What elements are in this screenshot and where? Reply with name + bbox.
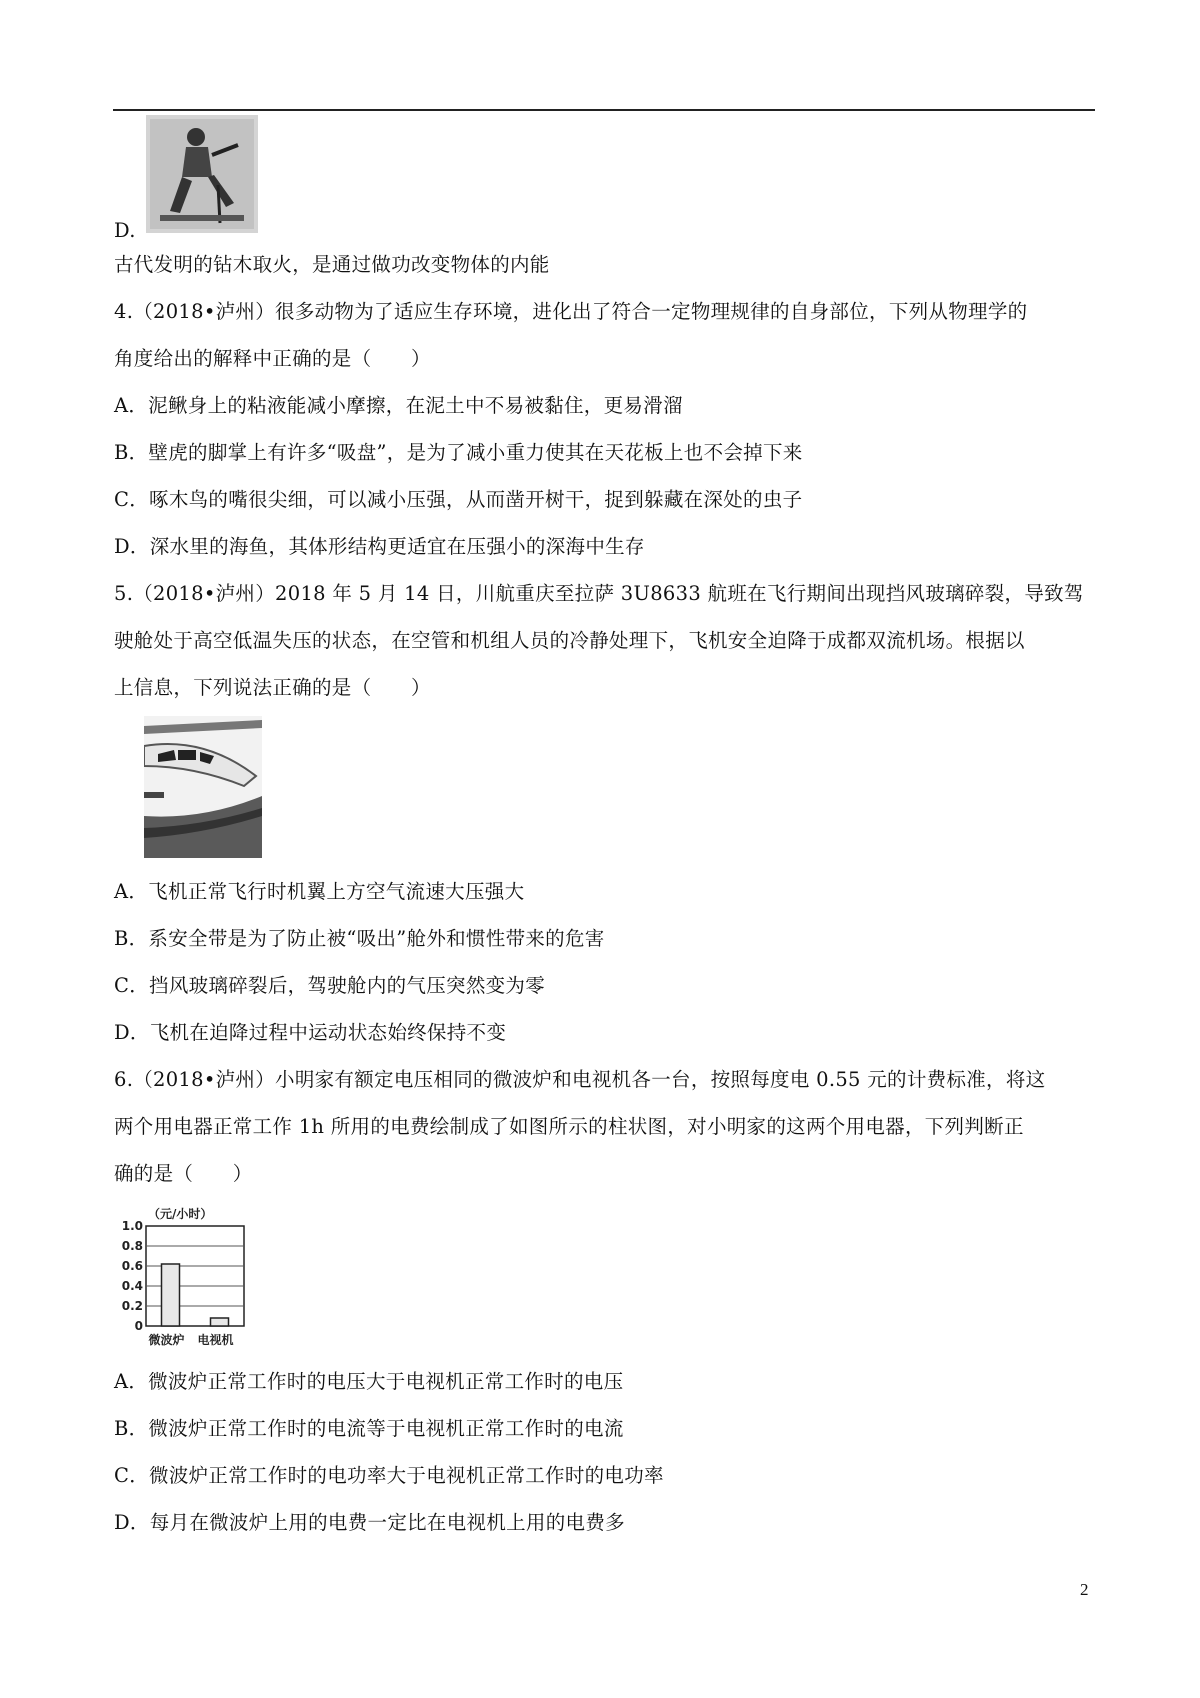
electricity-cost-bar-chart — [110, 1204, 280, 1352]
chart-bars — [162, 1264, 229, 1326]
q5-stem-line-1: 5.（2018•泸州）2018 年 5 月 14 日，川航重庆至拉萨 3U8633 航班在飞行期间出现挡风玻璃碎裂，导致驾 — [114, 582, 1084, 605]
chart-y-tick-label: 0.8 — [121, 1239, 143, 1253]
q4-option-d: D．深水里的海鱼，其体形结构更适宜在压强小的深海中生存 — [114, 535, 645, 558]
q4-option-b: B．壁虎的脚掌上有许多“吸盘”，是为了减小重力使其在天花板上也不会掉下来 — [114, 441, 803, 464]
q6-stem-line-1: 6.（2018•泸州）小明家有额定电压相同的微波炉和电视机各一台，按照每度电 0.55 元的计费标准，将这 — [114, 1068, 1046, 1091]
q6-stem-line-3: 确的是（ ） — [114, 1162, 253, 1185]
chart-x-ticks — [148, 1332, 233, 1347]
q5-option-a: A．飞机正常飞行时机翼上方空气流速大压强大 — [114, 880, 525, 903]
q3-option-d-label: D. — [114, 219, 136, 242]
q5-option-d: D．飞机在迫降过程中运动状态始终保持不变 — [114, 1021, 507, 1044]
chart-frame — [146, 1226, 244, 1326]
q5-stem-line-3: 上信息，下列说法正确的是（ ） — [114, 676, 431, 699]
chart-y-tick-label: 1.0 — [121, 1219, 143, 1233]
chart-y-tick-label: 0.6 — [121, 1259, 143, 1273]
chart-grid — [146, 1226, 244, 1326]
q5-option-b: B．系安全带是为了防止被“吸出”舱外和惯性带来的危害 — [114, 927, 605, 950]
chart-y-ticks — [122, 1219, 143, 1333]
q4-option-c: C．啄木鸟的嘴很尖细，可以减小压强，从而凿开树干，捉到躲藏在深处的虫子 — [114, 488, 803, 511]
chart-bar — [211, 1318, 229, 1326]
q6-option-a: A．微波炉正常工作时的电压大于电视机正常工作时的电压 — [114, 1370, 624, 1393]
header-rule — [113, 109, 1095, 111]
fire-drilling-illustration — [146, 115, 258, 233]
chart-y-tick-label: 0.2 — [121, 1299, 143, 1313]
chart-y-tick-label: 0.4 — [121, 1279, 143, 1293]
q4-stem-line-1: 4.（2018•泸州）很多动物为了适应生存环境，进化出了符合一定物理规律的自身部位，下列从物理学的 — [114, 300, 1028, 323]
q4-option-a: A．泥鳅身上的粘液能减小摩擦，在泥土中不易被黏住，更易滑溜 — [114, 394, 683, 417]
chart-bar — [162, 1264, 180, 1326]
chart-y-axis-unit-label: （元/小时） — [148, 1207, 213, 1221]
q5-stem-line-2: 驶舱处于高空低温失压的状态，在空管和机组人员的冷静处理下，飞机安全迫降于成都双流机场。根据以 — [114, 629, 1025, 652]
q5-option-c: C．挡风玻璃碎裂后，驾驶舱内的气压突然变为零 — [114, 974, 546, 997]
chart-y-tick-label: 0 — [134, 1319, 143, 1333]
q6-stem-line-2: 两个用电器正常工作 1h 所用的电费绘制成了如图所示的柱状图，对小明家的这两个用电器，下列判断正 — [114, 1115, 1024, 1138]
q6-option-d: D．每月在微波炉上用的电费一定比在电视机上用的电费多 — [114, 1511, 625, 1534]
q4-stem-line-2: 角度给出的解释中正确的是（ ） — [114, 347, 431, 370]
q6-option-b: B．微波炉正常工作时的电流等于电视机正常工作时的电流 — [114, 1417, 624, 1440]
airplane-cockpit-photo — [144, 716, 262, 858]
chart-x-tick-label: 微波炉 — [148, 1333, 185, 1347]
q3-option-d-caption: 古代发明的钻木取火，是通过做功改变物体的内能 — [114, 253, 550, 276]
chart-x-tick-label: 电视机 — [197, 1333, 234, 1347]
page-number: 2 — [1080, 1580, 1089, 1599]
q6-option-c: C．微波炉正常工作时的电功率大于电视机正常工作时的电功率 — [114, 1464, 664, 1487]
